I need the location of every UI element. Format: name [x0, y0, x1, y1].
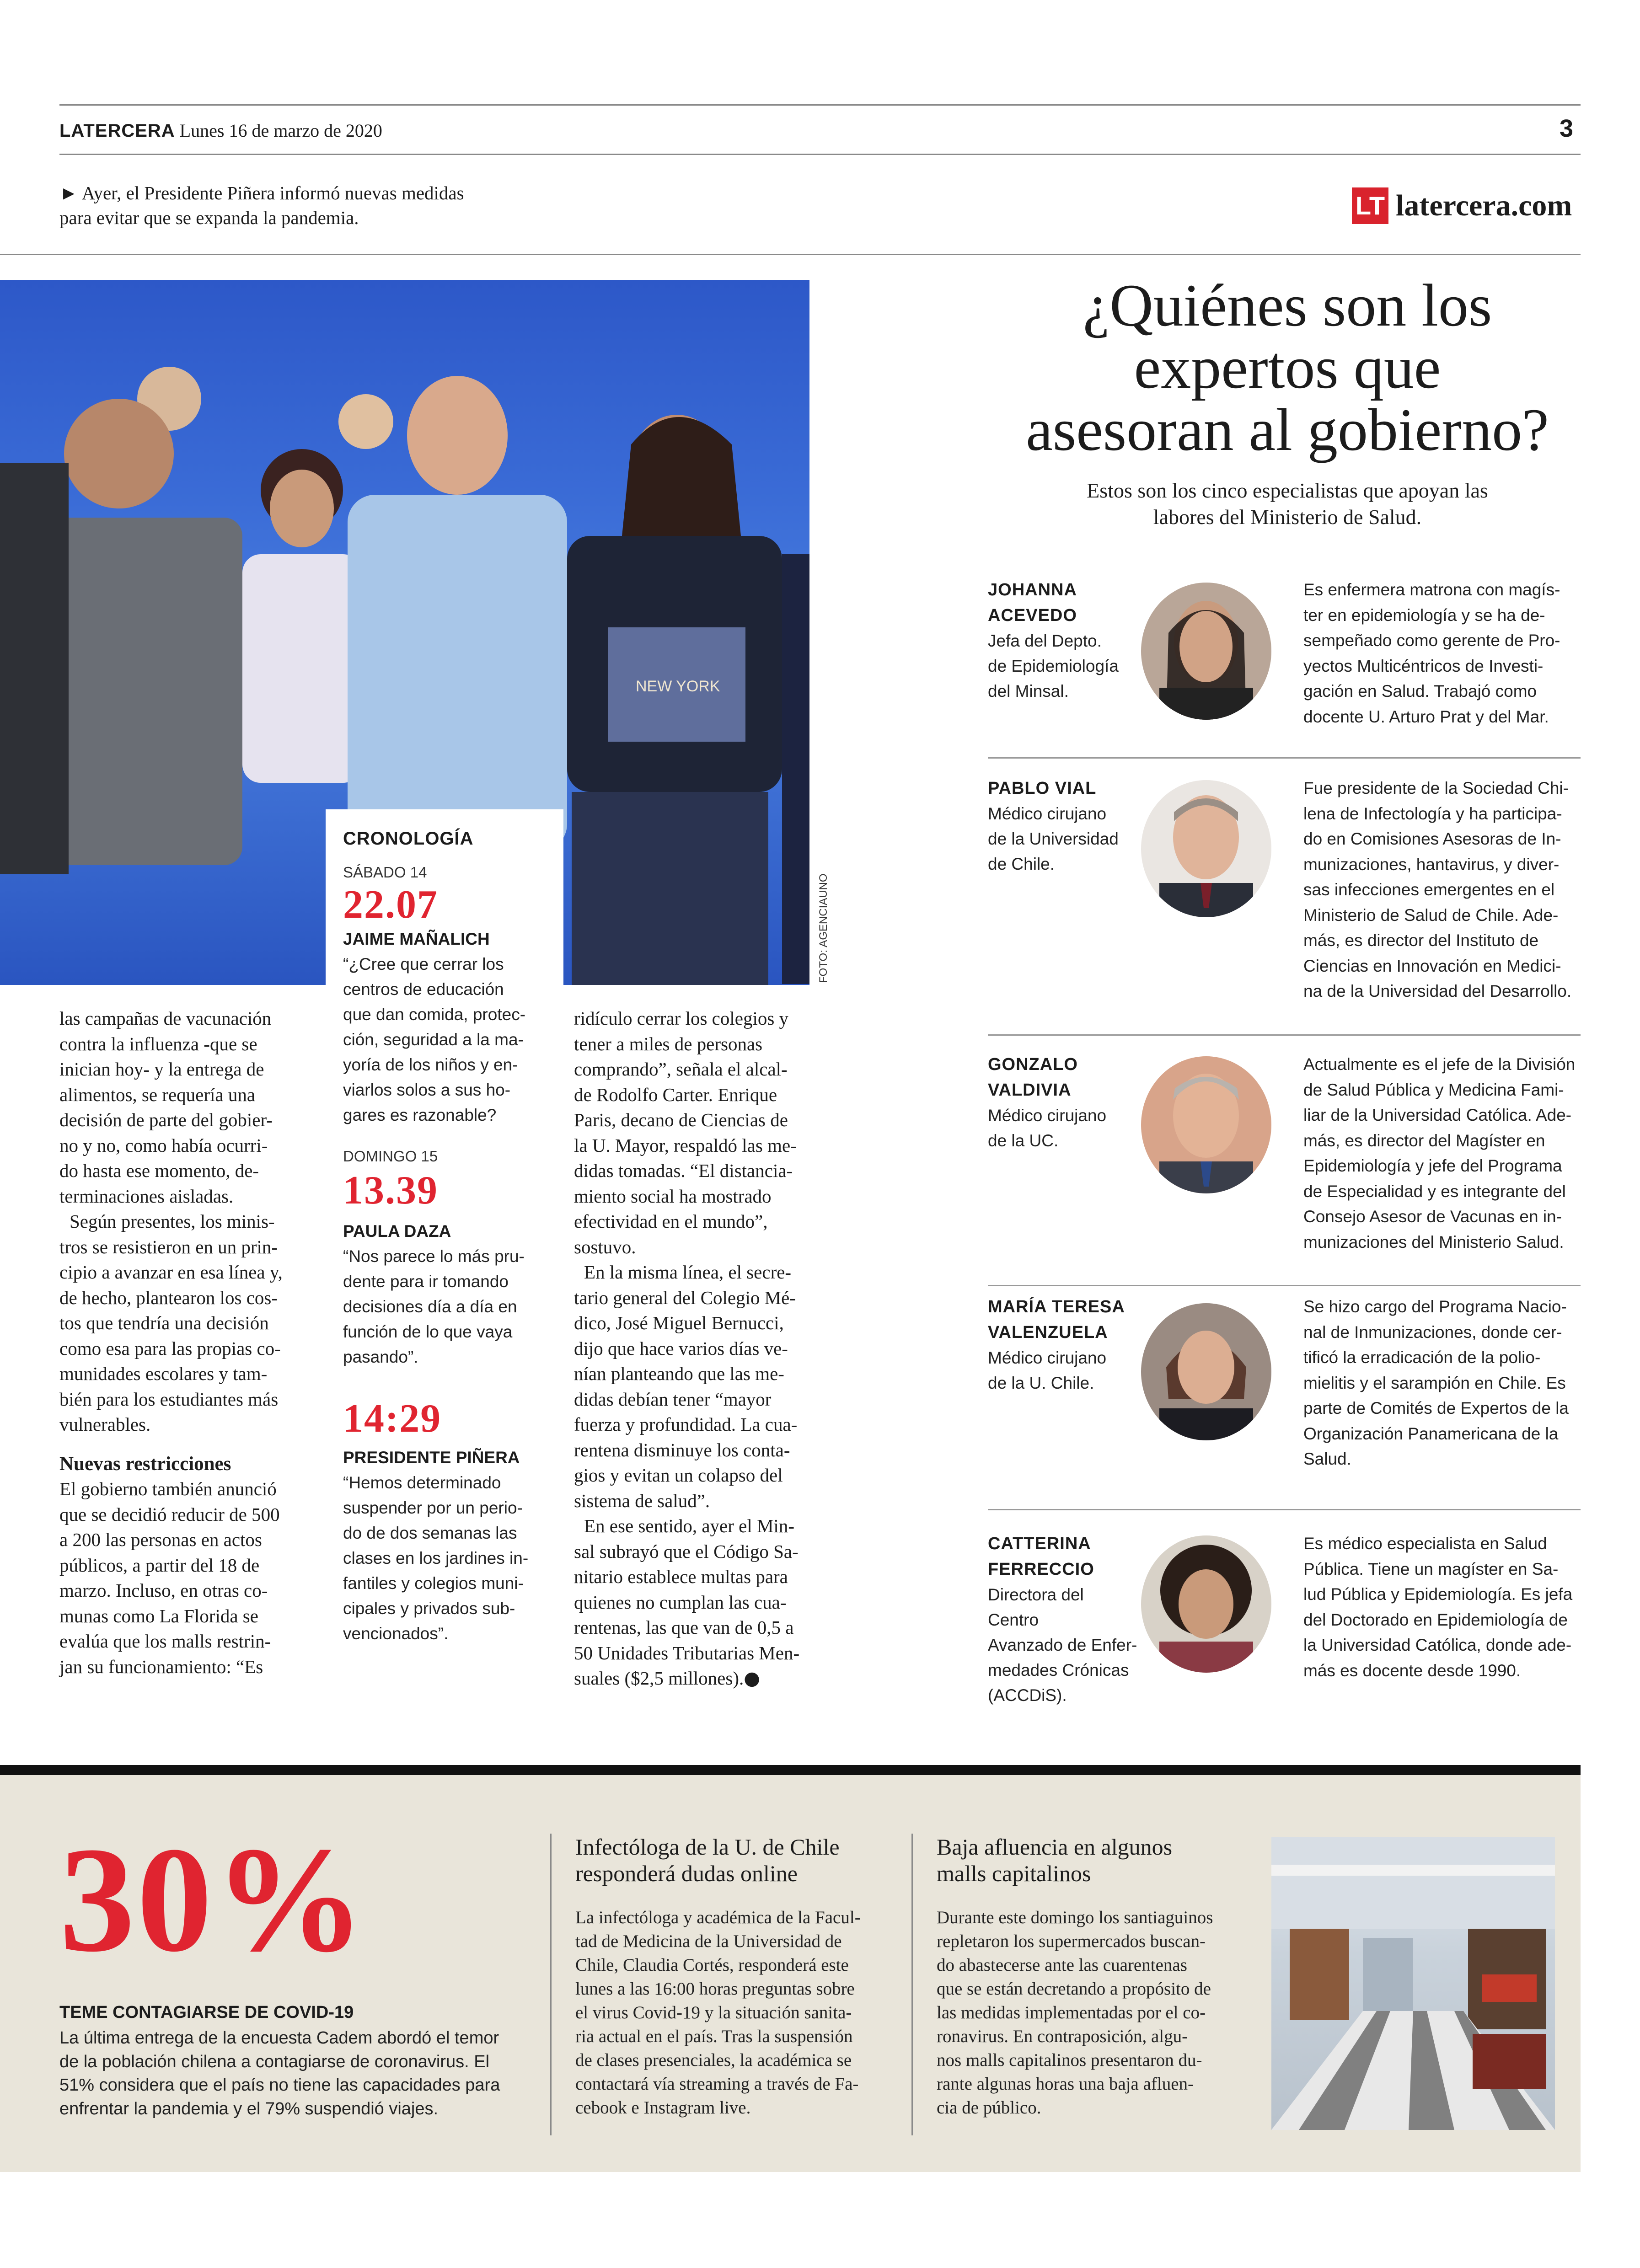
- band-top-bar: [0, 1765, 1581, 1775]
- section-subtitle: Nuevas restricciones: [59, 1453, 231, 1475]
- expert-name: GONZALO VALDIVIA: [988, 1055, 1078, 1100]
- header-top-rule: [59, 104, 1581, 106]
- site-logo[interactable]: [1352, 187, 1572, 224]
- chronology: [343, 829, 535, 1646]
- center-man-head: [407, 376, 508, 495]
- expert-role: Directora del Centro Avanzado de Enfer- medades Crónicas (ACCDiS).: [988, 1585, 1137, 1705]
- header-dateline: [59, 120, 382, 141]
- article-column-1: [59, 1006, 294, 1680]
- site-url[interactable]: latercera.com: [1396, 189, 1572, 222]
- chrono-speaker: PAULA DAZA: [343, 1222, 451, 1241]
- divider: [988, 1285, 1581, 1286]
- expert-portrait: [1141, 1535, 1271, 1673]
- center-man-shirt: [348, 495, 567, 851]
- person-left-head: [64, 399, 174, 508]
- chrono-day: SÁBADO 14: [343, 864, 427, 881]
- chrono-quote: “Nos parece lo más pru- dente para ir tomando decisiones día a día en función de lo que vaya pasando”.: [343, 1247, 525, 1366]
- page-number: 3: [1560, 115, 1574, 142]
- paragraph: En la misma línea, el secre- tario general del Colegio Mé- dico, José Miguel Bernucci, dijo que hace varios días ve- nían planteando que las me- didas debían tener “mayor fuerza y profundidad. La cua- rentena disminuye los conta- gios y evitan un colapso del sistema de salud”.: [574, 1262, 798, 1511]
- expert-card: [988, 577, 1581, 733]
- photo-credit: FOTO: AGENCIAUNO: [817, 873, 830, 983]
- chrono-quote: “¿Cree que cerrar los centros de educación que dan comida, protec- ción, seguridad a la ma- yoría de los niños y en- viarlos solos a sus ho- gares es razonable?: [343, 955, 526, 1124]
- divider: [988, 1034, 1581, 1036]
- stat-label: TEME CONTAGIARSE DE COVID-19: [59, 2003, 354, 2022]
- expert-role: Médico cirujano de la UC.: [988, 1106, 1107, 1150]
- expert-role: Jefa del Depto. de Epidemiología del Minsal.: [988, 631, 1119, 701]
- shirt-text: NEW YORK: [636, 678, 720, 695]
- chrono-speaker: PRESIDENTE PIÑERA: [343, 1448, 520, 1467]
- stat-value: 30%: [59, 1816, 367, 1983]
- expert-bio: Es médico especialista en Salud Pública. Tiene un magíster en Sa- lud Pública y Epidemiología. Es jefa del Doctorado en Epidemiología de la Universidad Católica, donde ade- más es docente desde 1990.: [1303, 1534, 1573, 1680]
- expert-name: JOHANNA ACEVEDO: [988, 580, 1077, 625]
- story-headline: Baja afluencia en algunos malls capitalinos: [937, 1834, 1173, 1886]
- chrono-speaker: JAIME MAÑALICH: [343, 930, 490, 948]
- caption-line-1: Ayer, el Presidente Piñera informó nuevas medidas: [81, 182, 464, 203]
- person-floral-blouse: [242, 554, 361, 783]
- expert-role: Médico cirujano de la Universidad de Chile.: [988, 804, 1119, 873]
- story-headline: Infectóloga de la U. de Chile responderá dudas online: [575, 1834, 840, 1886]
- story-text: Durante este domingo los santiaguinos repletaron los supermercados buscan- do abastecerse ante las cuarentenas que se están decretando a propósito de las medidas implementadas por el co- ronavirus. En contraposición, algu- nos malls capitalinos presentaron du- rante algunas horas una baja afluen- cia de público.: [937, 1908, 1213, 2118]
- stat-text: La última entrega de la encuesta Cadem abordó el temor de la población chilena a contagiarse de coronavirus. El 51% considera que el país no tiene las capacidades para enfrentar la pandemia y el 79% suspendió viajes.: [59, 2028, 500, 2118]
- main-headline: ¿Quiénes son los expertos que asesoran al gobierno?: [1026, 272, 1549, 463]
- expert-bio: Fue presidente de la Sociedad Chi- lena de Infectología y ha participa- do en Comisiones Asesoras de In- munizaciones, hantavirus, y diver- sas infecciones emergentes en el Ministerio de Salud de Chile. Ade- más, es director del Instituto de Ciencias en Innovación en Medici- na de la Universidad del Desarrollo.: [1303, 779, 1572, 1000]
- chrono-quote: “Hemos determinado suspender por un perio- do de dos semanas las clases en los jardines in- fantiles y colegios muni- cipales y privados sub- vencionados”.: [343, 1473, 529, 1643]
- photo-caption: [59, 181, 563, 230]
- brand-name: LATERCERA: [59, 121, 175, 141]
- expert-name: PABLO VIAL: [988, 779, 1097, 798]
- paragraph: El gobierno también anunció que se decidió reducir de 500 a 200 las personas en actos públicos, a partir del 18 de marzo. Incluso, en otras co- munas como La Florida se evalúa que los malls restrin- jan su funcionamiento: “Es: [59, 1478, 280, 1677]
- person-left-suit: [50, 518, 242, 865]
- chrono-time: 13.39: [343, 1168, 438, 1213]
- paragraph: Según presentes, los minis- tros se resistieron en un prin- cipio a avanzar en esa línea y, de hecho, plantearon los cos- tos que tendría una decisión como esa para las propias co- munidades escolares y tam- bién para los estudiantes más vulnerables.: [59, 1211, 283, 1435]
- paragraph: las campañas de vacunación contra la influenza -que se inician hoy- y la entrega de alimentos, se requería una decisión de parte del gobier- no y no, como había ocurri- do hasta ese momento, de- terminaciones aisladas.: [59, 1008, 273, 1207]
- expert-card: [988, 1294, 1581, 1486]
- column-divider: [550, 1834, 552, 2135]
- expert-card: [988, 1052, 1581, 1262]
- divider: [988, 757, 1581, 759]
- expert-name: CATTERINA FERRECCIO: [988, 1534, 1094, 1579]
- expert-bio: Es enfermera matrona con magís- ter en epidemiología y se ha de- sempeñado como gerente de Pro- yectos Multicéntricos de Investi- gación en Salud. Trabajó como docente U. Arturo Prat y del Mar.: [1303, 580, 1560, 726]
- brief-story-1: [575, 1834, 886, 2120]
- expert-name: MARÍA TERESA VALENZUELA: [988, 1297, 1125, 1342]
- article-column-3: [574, 1006, 808, 1691]
- expert-role: Médico cirujano de la U. Chile.: [988, 1348, 1107, 1392]
- expert-card: [988, 1531, 1581, 1705]
- column-divider: [911, 1834, 913, 2135]
- header-mid-rule: [59, 154, 1581, 155]
- expert-portrait: [1141, 1303, 1271, 1440]
- caption-arrow-icon: ►: [59, 182, 78, 203]
- chrono-time: 22.07: [343, 883, 438, 927]
- chrono-time: 14:29: [343, 1396, 442, 1441]
- headline-subtitle: Estos son los cinco especialistas que apoyan las labores del Ministerio de Salud.: [1087, 479, 1488, 529]
- header-bottom-rule: [0, 254, 1581, 255]
- expert-bio: Se hizo cargo del Programa Nacio- nal de Inmunizaciones, donde cer- tificó la erradicación de la polio- mielitis y el sarampión en Chile. Es parte de Comités de Expertos de la Organización Panamericana de la Salud.: [1303, 1297, 1569, 1468]
- expert-bio: Actualmente es el jefe de la División de Salud Pública y Medicina Fami- liar de la Universidad Católica. Ade- más, es director del Magíster en Epidemiología y jefe del Programa de Especialidad y es integrante del Consejo Asesor de Vacunas en in- munizaciones del Ministerio Salud.: [1303, 1055, 1576, 1252]
- expert-portrait: [1141, 583, 1271, 720]
- end-mark-icon: ●: [744, 1667, 761, 1689]
- brief-story-2: [937, 1834, 1248, 2120]
- expert-portrait: [1141, 1056, 1271, 1193]
- chronology-title: CRONOLOGÍA: [343, 829, 474, 849]
- caption-line-2: para evitar que se expanda la pandemia.: [59, 207, 359, 228]
- lt-logo-mark: LT: [1352, 187, 1388, 224]
- mall-photo: [1271, 1837, 1555, 2130]
- expert-card: [988, 776, 1581, 1013]
- expert-portrait: [1141, 780, 1271, 917]
- divider: [988, 1509, 1581, 1510]
- paragraph: ridículo cerrar los colegios y tener a miles de personas comprando”, señala el alcal- de Rodolfo Carter. Enrique Paris, decano de Ciencias de la U. Mayor, respaldó las me- didas tomadas. “El distancia- miento social ha mostrado efectividad en el mundo”, sostuvo.: [574, 1008, 797, 1257]
- paragraph: En ese sentido, ayer el Min- sal subrayó que el Código Sa- nitario establece multas para quienes no cumplan las cua- rentenas, las que van de 0,5 a 50 Unidades Tributarias Men- suales ($2,5 millones).●: [574, 1515, 800, 1689]
- chrono-day: DOMINGO 15: [343, 1148, 438, 1165]
- story-text: La infectóloga y académica de la Facul- tad de Medicina de la Universidad de Chile, Claudia Cortés, responderá este lunes a las 16:00 horas preguntas sobre el virus Covid-19 y la situación sanita- ria actual en el país. Tras la suspensión de clases presenciales, la académica se contactará vía streaming a través de Fa- cebook e Instagram live.: [575, 1908, 861, 2118]
- issue-date: Lunes 16 de marzo de 2020: [179, 120, 382, 141]
